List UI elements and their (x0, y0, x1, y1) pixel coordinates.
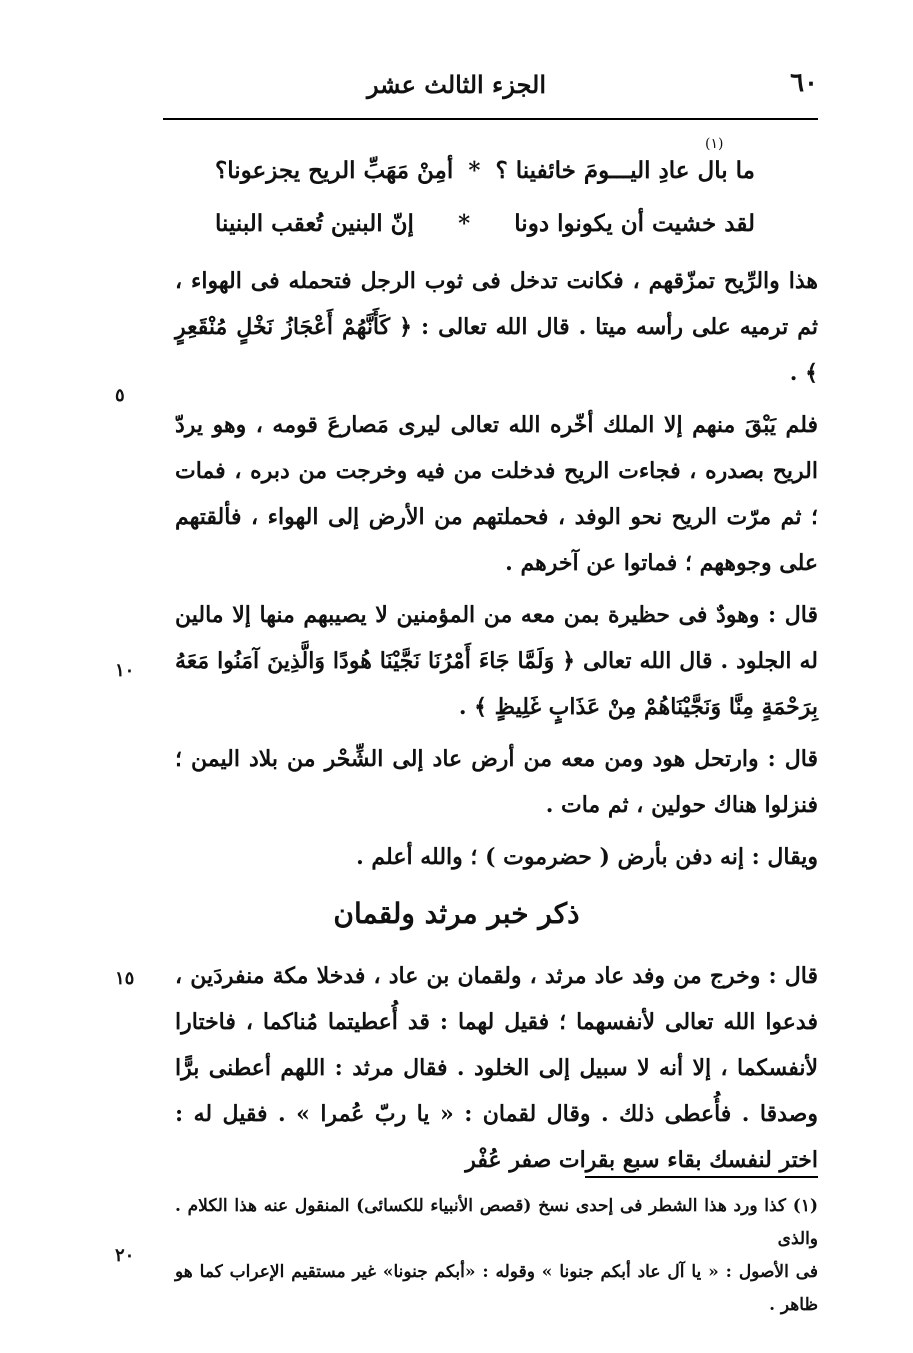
verse-separator-star: * (458, 210, 471, 237)
body-text-lower (175, 953, 818, 1183)
verse-1-second-hemistich: أمِنْ مَهَبِّ الريح يجزعونا؟ (215, 157, 454, 184)
paragraph: فلم يَبْقَ منهم إلا الملك أخّره الله تعالى ليرى مَصارعَ قومه ، وهو يردّ الريح بصدره ، فجاءت الريح فدخلت من فيه وخرجت من دبره ، فمات ؛ ثم مرّت الريح نحو الوفد ، فحملتهم من الأرض إلى الهواء ، فألقتهم على وجوههم ؛ فماتوا عن آخرهم . (175, 412, 818, 576)
paragraph: هذا والرِّيح تمزّقهم ، فكانت تدخل فى ثوب الرجل فتحمله فى الهواء ، ثم ترميه على رأسه ميتا . قال الله تعالى : ﴿ كَأَنَّهُمْ أَعْجَازُ نَخْلٍ مُنْقَعِرٍ ﴾ . (175, 268, 818, 386)
line-number: ١٠ (115, 660, 135, 681)
verse-2-first-hemistich: لقد خشيت أن يكونوا دونا (514, 210, 755, 237)
line-number: ٢٠ (115, 1245, 135, 1266)
page-number: ٦٠ (790, 68, 818, 98)
verse-1-first-hemistich: ما بال عادِ اليـــومَ خائفينا ؟ (495, 157, 755, 184)
header-rule (163, 118, 818, 120)
verse-line-2 (215, 210, 755, 237)
footnote-line: فى الأصول : « يا آل عاد أبكم جنونا » وقوله : «أبكم جنونا» غير مستقيم الإعراب كما هو ظاهر . (175, 1262, 818, 1315)
body-text-upper (175, 258, 818, 880)
verse-separator-star: * (468, 157, 481, 184)
paragraph: قال : وارتحل هود ومن معه من أرض عاد إلى الشِّحْر من بلاد اليمن ؛ فنزلوا هناك حولين ، ثم مات . (175, 746, 818, 818)
verse-2-second-hemistich: إنّ البنين تُعقب البنينا (215, 210, 414, 237)
paragraph: ويقال : إنه دفن بأرض ( حضرموت ) ؛ والله أعلم . (356, 844, 818, 870)
paragraph: قال : وهودٌ فى حظيرة بمن معه من المؤمنين لا يصيبهم منها إلا مالين له الجلود . قال الله تعالى ﴿ وَلَمَّا جَاءَ أَمْرُنَا نَجَّيْنَا هُودًا وَالَّذِينَ آمَنُوا مَعَهُ بِرَحْمَةٍ مِنَّا وَنَجَّيْنَاهُمْ مِنْ عَذَابٍ غَلِيظٍ ﴾ . (175, 602, 818, 720)
footnote-rule (585, 1176, 818, 1178)
line-number: ١٥ (115, 968, 135, 989)
running-header-title: الجزء الثالث عشر (366, 70, 547, 99)
footnote (175, 1190, 818, 1322)
footnote-reference: (١) (705, 136, 724, 152)
line-number: ٥ (115, 385, 125, 406)
verse-line-1 (215, 157, 755, 184)
footnote-line: (١) كذا ورد هذا الشطر فى إحدى نسخ (قصص الأنبياء للكسائى) المنقول عنه هذا الكلام . والذى (175, 1196, 818, 1249)
paragraph: قال : وخرج من وفد عاد مرثد ، ولقمان بن عاد ، فدخلا مكة منفردَين ، فدعوا الله تعالى لأنفسهما ؛ فقيل لهما : قد أُعطيتما مُناكما ، فاختارا لأنفسكما ، إلا أنه لا سبيل إلى الخلود . فقال مرثد : اللهم أعطنى برًّا وصدقا . فأُعطى ذلك . وقال لقمان : « يا ربّ عُمرا » . فقيل له : اختر لنفسك بقاء سبع بقرات صفر عُفْر (175, 963, 818, 1173)
section-heading: ذكر خبر مرثد ولقمان (333, 897, 580, 930)
